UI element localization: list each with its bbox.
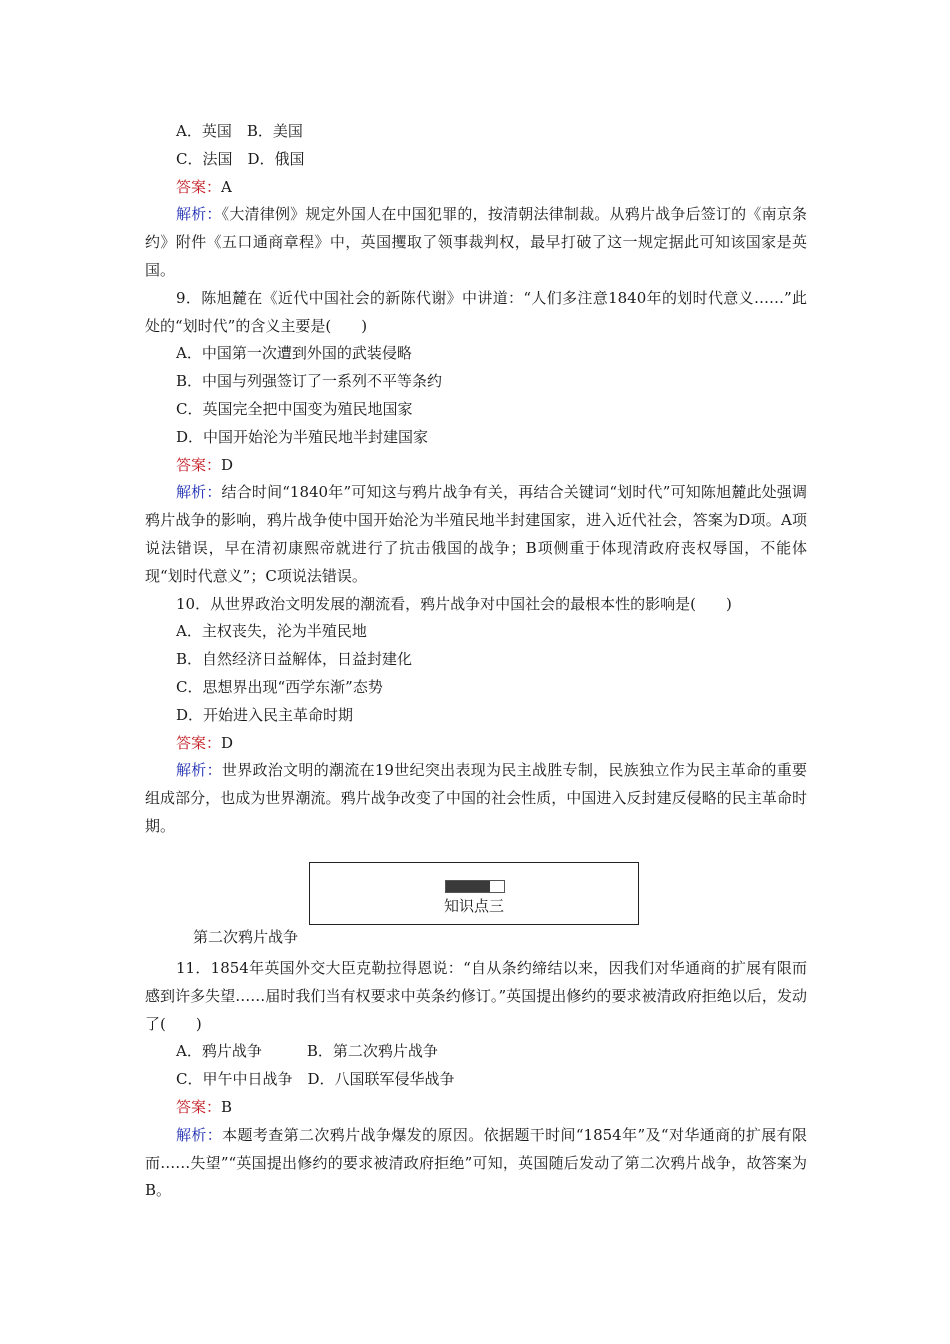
q11-stem: 11．1854年英国外交大臣克勒拉得恩说：“自从条约缔结以来，因我们对华通商的扩展有限而感到许多失望……届时我们当有权要求中英条约修订。”英国提出修约的要求被清政府拒绝以后，发动了( ) (145, 959, 807, 1033)
answer-label: 答案： (176, 733, 222, 752)
answer-value: A (221, 177, 232, 196)
answer-value: B (221, 1097, 233, 1116)
explanation-text: 《大清律例》规定外国人在中国犯罪的，按清朝法律制裁。从鸦片战争后签订的《南京条约》附件《五口通商章程》中，英国攫取了领事裁判权，最早打破了这一规定据此可知该国家是英国。 (145, 205, 807, 279)
q11-answer (145, 1094, 807, 1122)
explanation-text: 世界政治文明的潮流在19世纪突出表现为民主战胜专制，民族独立作为民主革命的重要组成部分，也成为世界潮流。鸦片战争改变了中国的社会性质，中国进入反封建反侵略的民主革命时期。 (145, 761, 807, 835)
q11-option-row-1: A．鸦片战争 B．第二次鸦片战争 (176, 1042, 438, 1061)
q9-option-d: D．中国开始沦为半殖民地半封建国家 (176, 427, 429, 446)
q11-explanation (145, 1122, 807, 1205)
q9-explanation (145, 479, 807, 590)
q10-explanation (145, 757, 807, 840)
q8-answer (145, 174, 807, 202)
q11-option-row-2: C．甲午中日战争 D．八国联军侵华战争 (176, 1070, 455, 1089)
q8-option-row-1: A．英国 B．美国 (176, 122, 303, 140)
answer-value: D (221, 455, 234, 474)
explanation-label: 解析： (176, 1125, 223, 1144)
explanation-label: 解析： (176, 761, 222, 780)
q9-answer (145, 452, 807, 480)
q10-option-b: B．自然经济日益解体，日益封建化 (176, 650, 413, 669)
q9-option-a: A．中国第一次遭到外国的武装侵略 (176, 344, 412, 363)
section-progress-fill (446, 881, 490, 892)
section-subtitle: 第二次鸦片战争 (193, 928, 299, 946)
explanation-text: 结合时间“1840年”可知这与鸦片战争有关，再结合关键词“划时代”可知陈旭麓此处强调鸦片战争的影响，鸦片战争使中国开始沦为半殖民地半封建国家，进入近代社会，答案为D项。A项说法错误，早在清初康熙帝就进行了抗击俄国的战争；B项侧重于体现清政府丧权辱国，不能体现“划时代意义”；C项说法错误。 (145, 483, 807, 585)
answer-label: 答案： (176, 455, 222, 474)
answer-value: D (221, 733, 234, 752)
q10-option-a: A．主权丧失，沦为半殖民地 (176, 622, 367, 641)
q9-stem: 9．陈旭麓在《近代中国社会的新陈代谢》中讲道：“人们多注意1840年的划时代意义……”此处的“划时代”的含义主要是( ) (145, 288, 807, 335)
explanation-text: 本题考查第二次鸦片战争爆发的原因。依据题干时间“1854年”及“对华通商的扩展有限而……失望”“英国提出修约的要求被清政府拒绝”可知，英国随后发动了第二次鸦片战争，故答案为B。 (145, 1125, 807, 1200)
document-body (145, 118, 807, 841)
explanation-label: 解析： (176, 205, 222, 224)
q8-explanation (145, 201, 807, 284)
q9-option-c: C．英国完全把中国变为殖民地国家 (176, 399, 413, 418)
section-title: 知识点三 (443, 897, 504, 915)
section-progress-bar (445, 880, 505, 893)
q10-answer (145, 730, 807, 758)
explanation-label: 解析： (176, 483, 222, 502)
q8-option-row-2: C．法国 D．俄国 (176, 149, 305, 168)
q9-option-b: B．中国与列强签订了一系列不平等条约 (176, 372, 443, 391)
q10-option-d: D．开始进入民主革命时期 (176, 705, 354, 724)
answer-label: 答案： (176, 177, 222, 196)
document-body-continued (145, 955, 807, 1205)
section-header-box (309, 862, 639, 925)
answer-label: 答案： (176, 1097, 222, 1116)
q10-stem: 10．从世界政治文明发展的潮流看，鸦片战争对中国社会的最根本性的影响是( ) (176, 594, 732, 613)
q10-option-c: C．思想界出现“西学东渐”态势 (176, 677, 383, 696)
